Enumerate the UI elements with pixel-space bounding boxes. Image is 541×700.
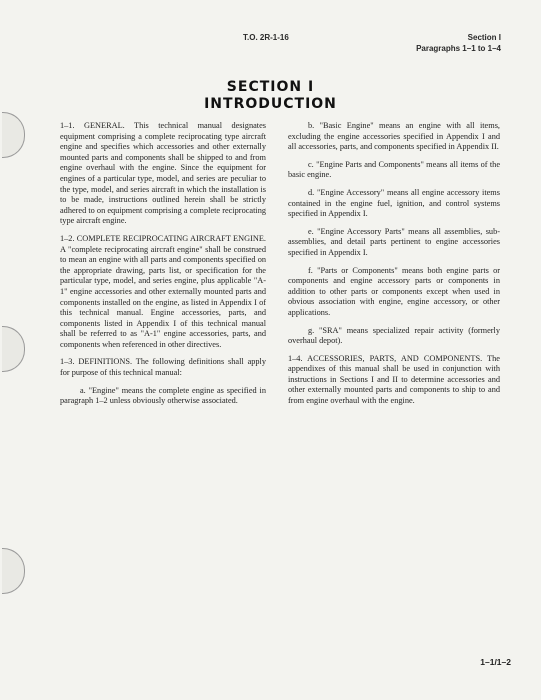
section-title: SECTION I: [226, 79, 315, 95]
paragraph-range: Paragraphs 1–1 to 1–4: [416, 44, 501, 53]
paragraph-1-2: 1–2. COMPLETE RECIPROCATING AIRCRAFT ENGINE. A "complete reciprocating aircraft engine" shall be construed to mean an engine with all parts and components specified on the appropriate drawing, parts list, or specification for the particular type, model, and series engine, plus applicable "A-1" engine accessories and other externally mounted parts and components installed on the engine, as listed in Appendix I of this technical manual. Engine accessories, parts, and components listed in Appendix I of this technical manual shall be referred to as "A-1" engine accessories, parts, and components when referenced in other directives.: [60, 233, 266, 349]
binder-hole-top: [2, 112, 25, 158]
definition-c: c. "Engine Parts and Components" means all items of the basic engine.: [288, 159, 500, 180]
definition-f: f. "Parts or Components" means both engine parts or components and engine accessory parts or components in addition to other parts or components except when used in obvious association with engine, engine accessory, or other applications.: [288, 265, 500, 317]
definition-g: g. "SRA" means specialized repair activity (formerly overhaul depot).: [288, 325, 500, 346]
left-column: [60, 121, 266, 414]
binder-hole-middle: [2, 326, 25, 372]
right-column: [288, 121, 500, 414]
section-heading: INTRODUCTION: [204, 96, 337, 112]
definition-d: d. "Engine Accessory" means all engine accessory items contained in the engine fuel, ignition, and control systems specified in Appendix I.: [288, 187, 500, 219]
binder-hole-bottom: [2, 548, 25, 594]
definition-b: b. "Basic Engine" means an engine with all items, excluding the engine accessories specified in Appendix I and all accessories, parts, and components specified in Appendix II.: [288, 121, 500, 152]
paragraph-1-4: 1–4. ACCESSORIES, PARTS, AND COMPONENTS. The appendixes of this manual shall be used in conjunction with instructions in Sections I and II to determine accessories and other externally mounted parts and components to ship to and from engine overhaul with the engine.: [288, 353, 500, 406]
paragraph-1-3: 1–3. DEFINITIONS. The following definitions shall apply for purpose of this technical manual:: [60, 357, 266, 378]
definition-e: e. "Engine Accessory Parts" means all assemblies, sub-assemblies, and detail parts pertinent to engine accessories specified in Appendix I.: [288, 226, 500, 257]
to-number: T.O. 2R-1-16: [243, 33, 289, 42]
paragraph-1-1: 1–1. GENERAL. This technical manual designates equipment comprising a complete reciprocating type aircraft engine and specifies which accessories and other externally mounted parts and components shall be shipped to and from engine overhaul with the engine. Since the equipment for engines of a particular type, model, and series are peculiar to the type, model, and series aircraft in which the installation is to be made, instructions outlined herein shall be strictly adhered to on equipment comprising a complete reciprocating type aircraft engine.: [60, 121, 266, 226]
definition-a: a. "Engine" means the complete engine as specified in paragraph 1–2 unless obviously otherwise associated.: [60, 385, 266, 406]
page-number: 1–1/1–2: [480, 657, 511, 667]
section-label: Section I: [467, 33, 501, 42]
